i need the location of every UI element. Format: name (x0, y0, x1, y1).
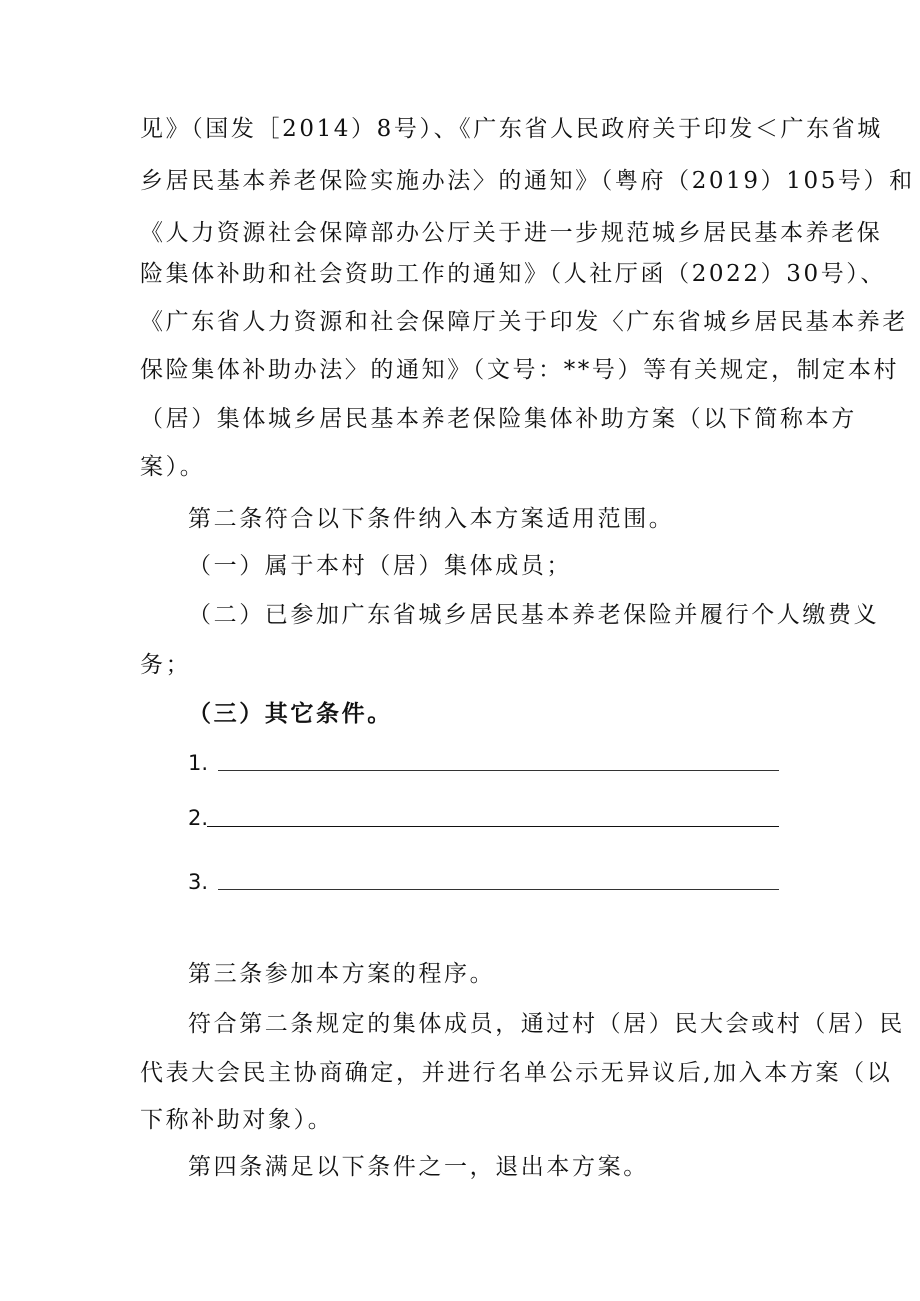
blank-underline-3[interactable] (218, 889, 779, 890)
paragraph-line: （居）集体城乡居民基本养老保险集体补助方案（以下简称本方 (140, 406, 857, 432)
blank-underline-2[interactable] (207, 826, 779, 827)
blank-item-1 (188, 748, 208, 778)
paragraph-line: 《人力资源社会保障部办公厅关于进一步规范城乡居民基本养老保 (140, 220, 883, 246)
paragraph-line: 《广东省人力资源和社会保障厅关于印发〈广东省城乡居民基本养老 (140, 309, 908, 335)
condition-item-3: （三）其它条件。 (188, 700, 393, 727)
article-4-heading: 第四条满足以下条件之一，退出本方案。 (188, 1154, 649, 1180)
article-3-heading: 第三条参加本方案的程序。 (188, 961, 496, 987)
paragraph-line: 案）。 (140, 454, 206, 480)
paragraph-line: 下称补助对象）。 (140, 1107, 334, 1133)
condition-item-2-continued: 务； (140, 652, 192, 678)
blank-item-number: 3. (188, 870, 209, 894)
blank-item-number: 2. (188, 806, 209, 830)
paragraph-line: 代表大会民主协商确定，并进行名单公示无异议后,加入本方案（以 (140, 1060, 893, 1086)
blank-item-3 (188, 867, 208, 897)
paragraph-line: 险集体补助和社会资助工作的通知》（人社厅函（2022）30号）、 (140, 261, 886, 287)
condition-item-2: （二）已参加广东省城乡居民基本养老保险并履行个人缴费义 (188, 602, 880, 628)
article-2-heading: 第二条符合以下条件纳入本方案适用范围。 (188, 506, 675, 532)
blank-underline-1[interactable] (218, 770, 779, 771)
paragraph-line: 保险集体补助办法〉的通知》（文号：**号）等有关规定，制定本村 (140, 357, 900, 383)
paragraph-line: 符合第二条规定的集体成员，通过村（居）民大会或村（居）民 (188, 1011, 905, 1037)
paragraph-line: 见》（国发［2014）8号）、《广东省人民政府关于印发＜广东省城 (140, 116, 883, 142)
blank-item-2 (188, 803, 208, 833)
paragraph-line: 乡居民基本养老保险实施办法〉的通知》（粤府（2019）105号）和 (140, 168, 915, 194)
blank-item-number: 1. (188, 751, 209, 775)
condition-item-1: （一）属于本村（居）集体成员； (188, 553, 572, 579)
